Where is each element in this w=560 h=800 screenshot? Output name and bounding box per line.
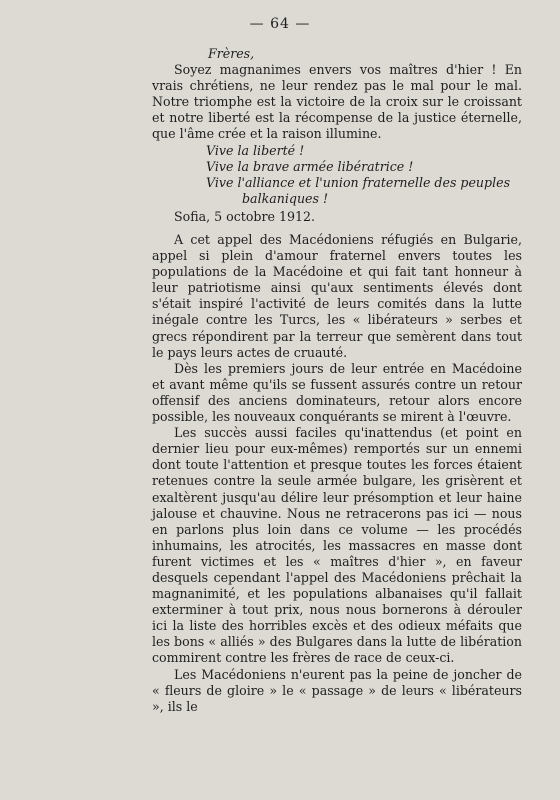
dateline: Sofia, 5 octobre 1912. [174,208,316,224]
page-number: — 64 — [249,16,311,32]
main-text [152,232,522,715]
paragraph: A cet appel des Macédoniens réfugiés en Bulgarie, appel si plein d'amour fraternel envers toutes les populations de la Macédoine et qui fait tant honneur à leur patriotisme ainsi qu'aux sentiments élevés dont s'était inspiré l'activité de leurs comités dans la lutte inégale contre les Turcs, les « libérateurs » serbes et grecs répondirent par la terreur que semèrent dans tout le pays leurs actes de cruauté. [152,232,522,360]
paragraph: Dès les premiers jours de leur entrée en Macédoine et avant même qu'ils se fussent assurés contre un retour offensif des anciens dominateurs, retour alors encore possible, les nouveaux conquérants se mirent à l'œuvre. [152,360,522,425]
slogan: Vive la liberté ! [206,142,305,158]
appeal-body: Soyez magnanimes envers vos maîtres d'hier ! En vrais chrétiens, ne leur rendez pas le mal pour le mal. Notre triomphe est la victoire de la croix sur le croissant et notre liberté est la récompense de la justice éternelle, que l'âme crée et la raison illumine. [152,62,522,142]
paragraph: Les Macédoniens n'eurent pas la peine de joncher de « fleurs de gloire » le « passage » de leurs « libérateurs », ils le [152,666,522,714]
paragraph: Les succès aussi faciles qu'inattendus (et point en dernier lieu pour eux-mêmes) remportés sur un ennemi dont toute l'attention et presque toutes les forces étaient retenues contre la seule armée bulgare, les grisèrent et exaltèrent jusqu'au délire leur présomption et leur haine jalouse et chauvine. Nous ne retracerons pas ici — nous en parlons plus loin dans ce volume — les procédés inhumains, les atrocités, les massacres en masse dont furent victimes et les « maîtres d'hier », en faveur desquels cependant l'appel des Macédoniens prêchait la magnanimité, et les populations albanaises qu'il fallait exterminer à tout prix, nous nous bornerons à dérouler ici la liste des horribles excès et des odieux méfaits que les bons « alliés » des Bulgares dans la lutte de libération commirent contre les frères de race de ceux-ci. [152,425,522,666]
slogans [152,143,522,207]
quoted-appeal [152,46,522,225]
slogan: Vive l'alliance et l'union fraternelle des peuples [206,174,511,190]
slogan-continuation: balkaniques ! [242,190,329,206]
salutation: Frères, [208,46,255,61]
slogan: Vive la brave armée libératrice ! [206,158,414,174]
